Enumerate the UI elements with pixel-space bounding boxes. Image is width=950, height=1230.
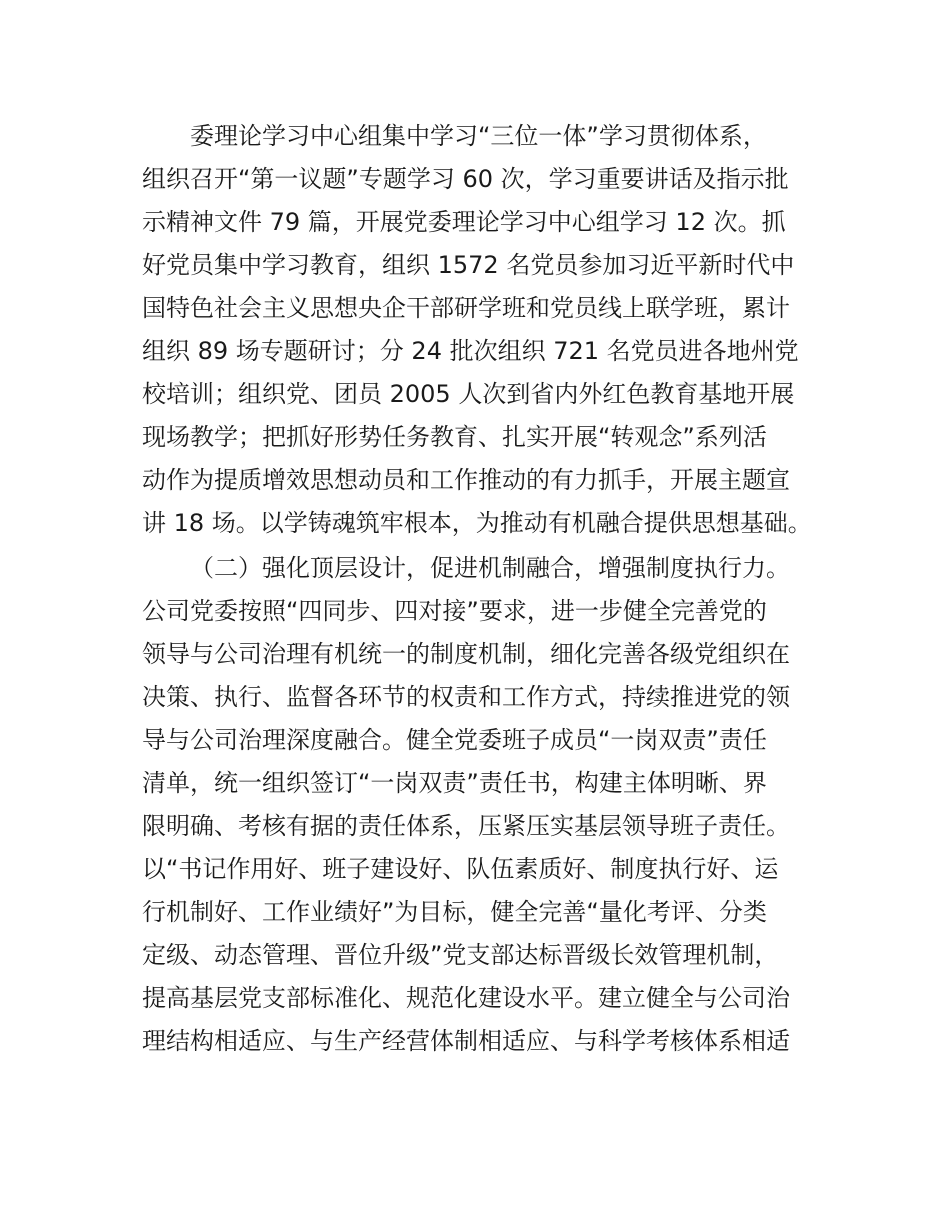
paragraph-line: 示精神文件 79 篇，开展党委理论学习中心组学习 12 次。抓	[142, 208, 786, 236]
paragraph-line: 行机制好、工作业绩好”为目标，健全完善“量化考评、分类	[142, 898, 767, 926]
paragraph-line: 委理论学习中心组集中学习“三位一体”学习贯彻体系，	[190, 122, 767, 150]
paragraph-line: 提高基层党支部标准化、规范化建设水平。建立健全与公司治	[142, 984, 790, 1012]
paragraph-line: 定级、动态管理、晋位升级”党支部达标晋级长效管理机制，	[142, 941, 779, 969]
paragraph-line: 好党员集中学习教育，组织 1572 名党员参加习近平新时代中	[142, 251, 795, 279]
paragraph-line: 以“书记作用好、班子建设好、队伍素质好、制度执行好、运	[142, 855, 779, 883]
paragraph-line: 讲 18 场。以学铸魂筑牢根本，为推动有机融合提供思想基础。	[142, 509, 812, 537]
paragraph-line: 现场教学；把抓好形势任务教育、扎实开展“转观念”系列活	[142, 423, 767, 451]
paragraph-line: 决策、执行、监督各环节的权责和工作方式，持续推进党的领	[142, 683, 790, 711]
paragraph-line: 导与公司治理深度融合。健全党委班子成员“一岗双责”责任	[142, 726, 767, 754]
paragraph-line: 国特色社会主义思想央企干部研学班和党员线上联学班，累计	[142, 294, 790, 322]
paragraph-line: 组织召开“第一议题”专题学习 60 次，学习重要讲话及指示批	[142, 165, 789, 193]
paragraph-line: 公司党委按照“四同步、四对接”要求，进一步健全完善党的	[142, 597, 767, 625]
paragraph-line: 领导与公司治理有机统一的制度机制，细化完善各级党组织在	[142, 640, 790, 668]
paragraph-line: 动作为提质增效思想动员和工作推动的有力抓手，开展主题宣	[142, 466, 790, 494]
paragraph-line: 限明确、考核有据的责任体系，压紧压实基层领导班子责任。	[142, 812, 790, 840]
paragraph-line: 理结构相适应、与生产经营体制相适应、与科学考核体系相适	[142, 1027, 790, 1055]
paragraph-line: 清单，统一组织签订“一岗双责”责任书，构建主体明晰、界	[142, 769, 767, 797]
paragraph-line: 组织 89 场专题研讨；分 24 批次组织 721 名党员进各地州党	[142, 337, 799, 365]
paragraph-line: 校培训；组织党、团员 2005 人次到省内外红色教育基地开展	[142, 380, 795, 408]
section-heading: （二）强化顶层设计，促进机制融合，增强制度执行力。	[190, 554, 790, 582]
